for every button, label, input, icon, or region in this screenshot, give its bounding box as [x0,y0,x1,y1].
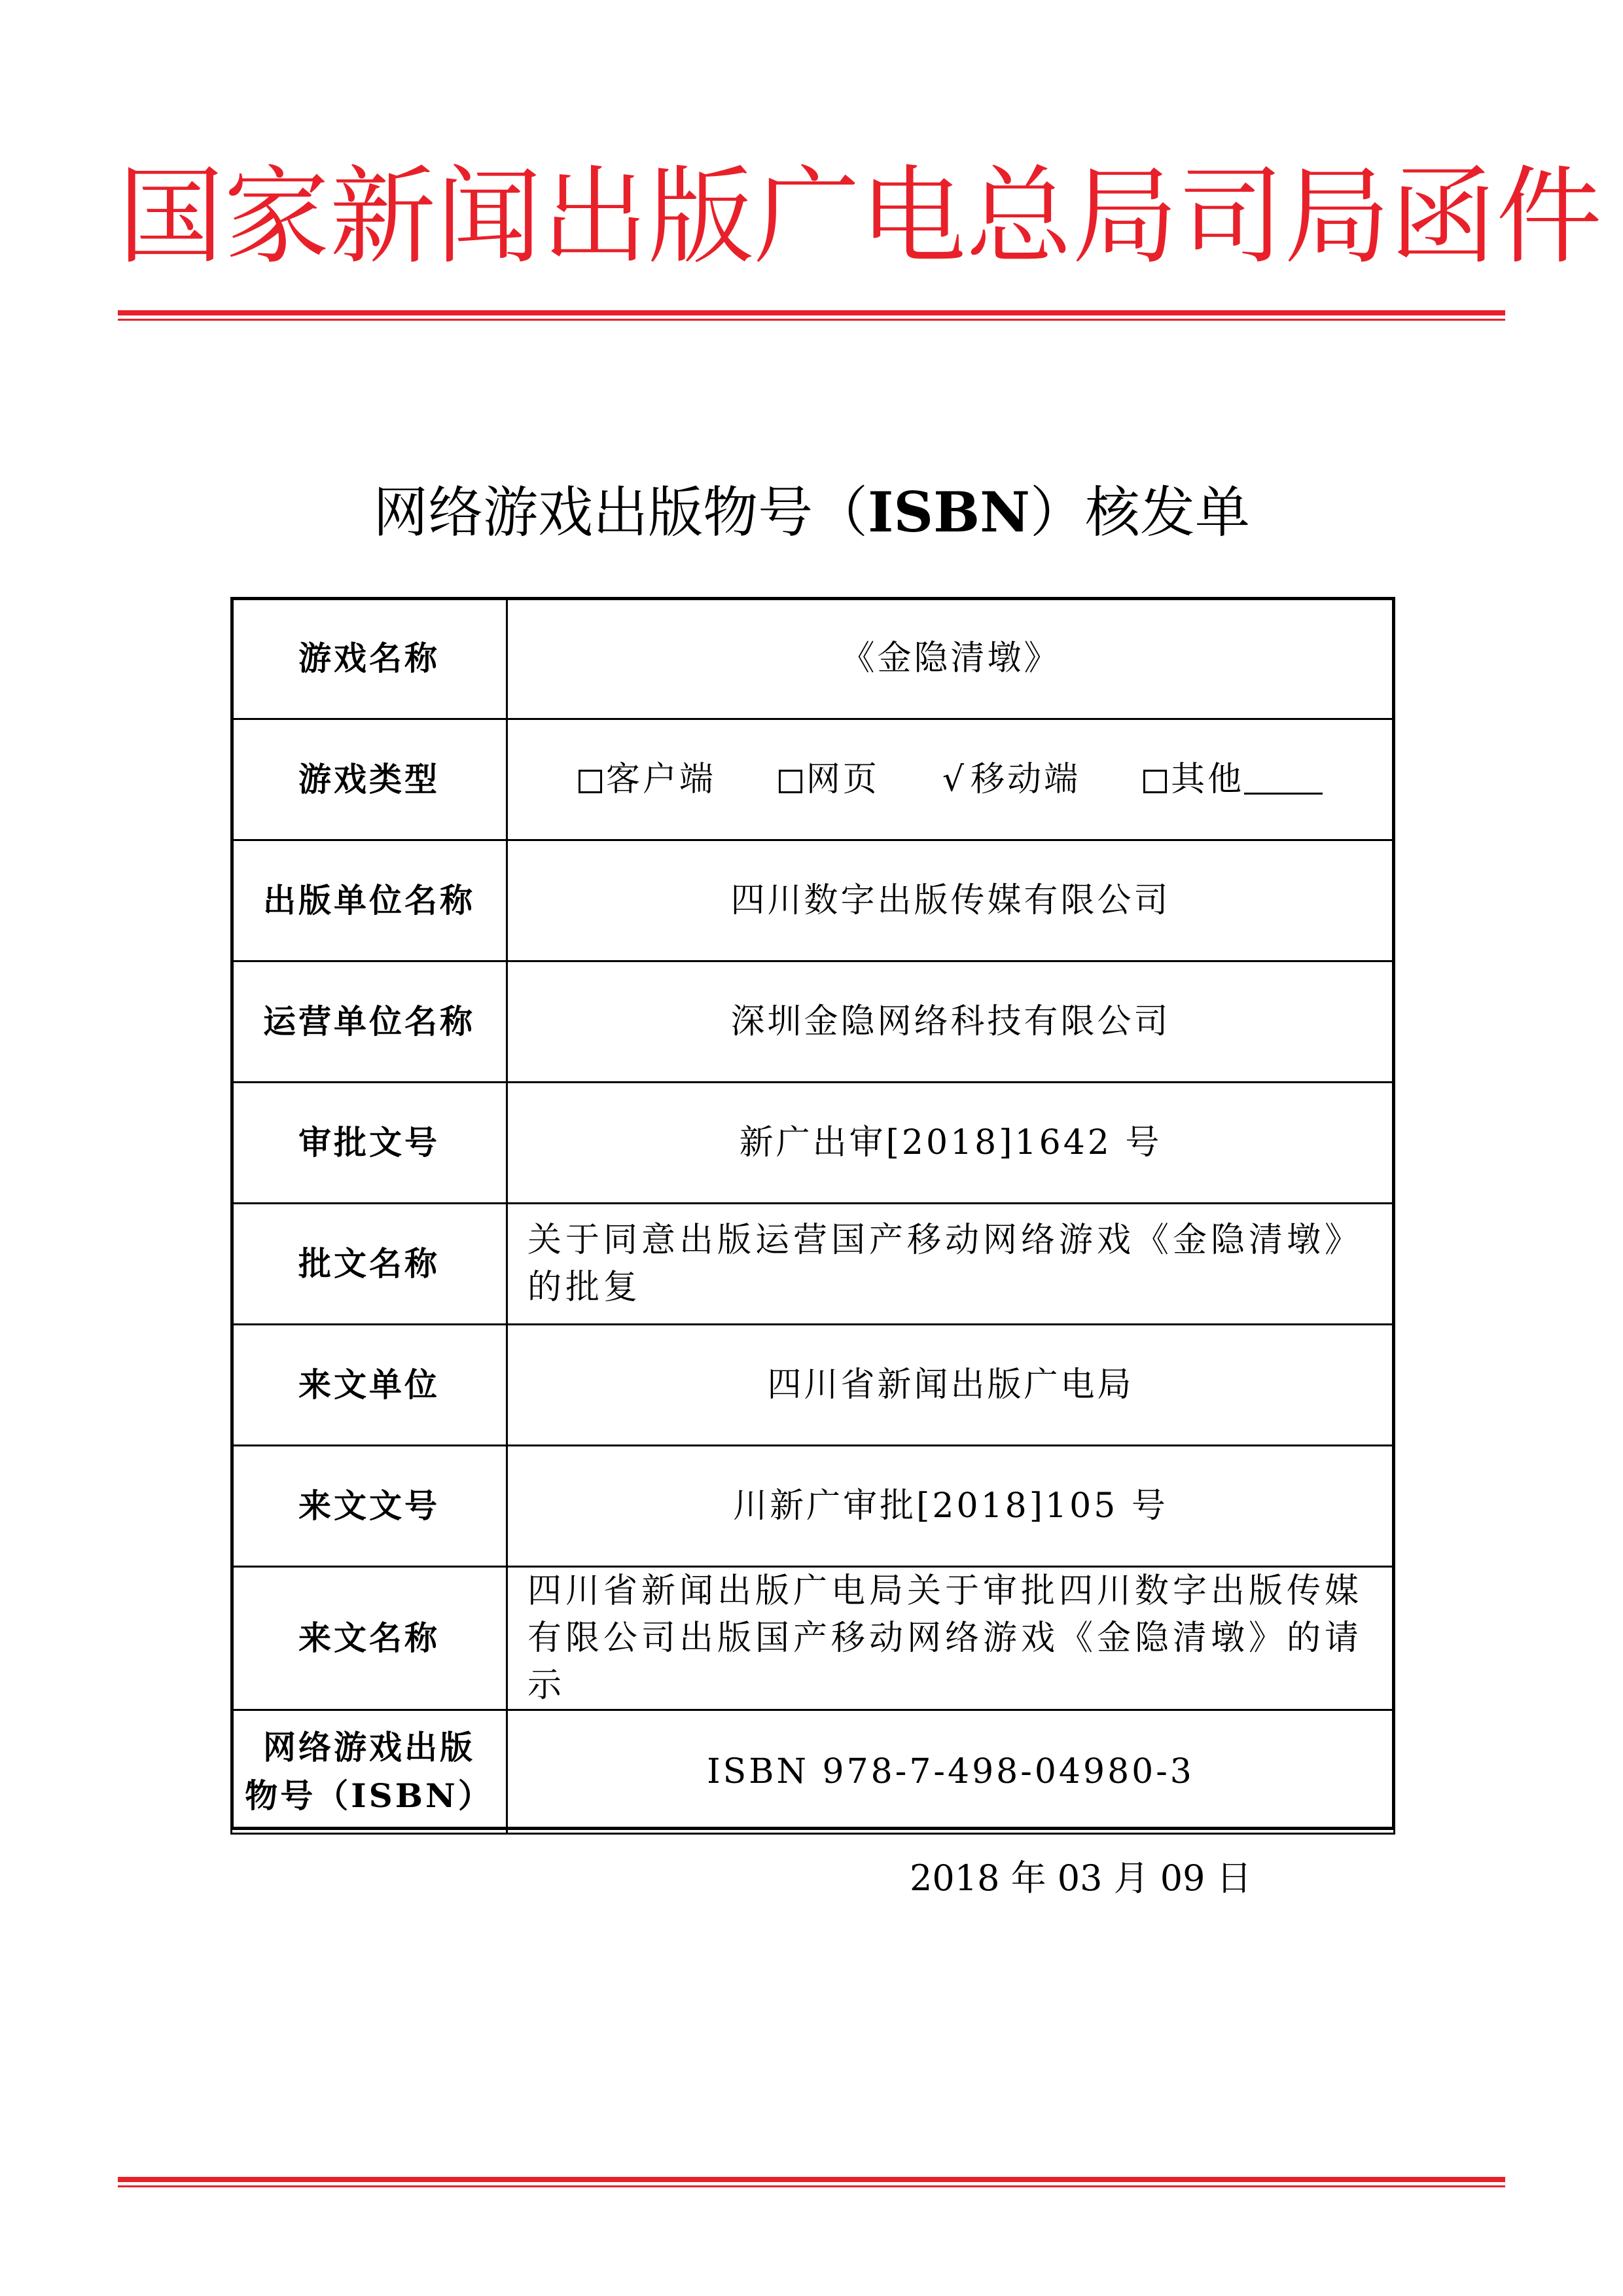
document-title-prefix: 网络游戏出版物号（ [373,480,868,545]
document-title-suffix: ）核发单 [1029,480,1250,545]
game-type-label: 游戏类型 [232,719,507,840]
table-row [232,961,1395,1083]
table-row [232,1204,1395,1325]
checkmark-icon: √ [942,760,967,799]
approval-title-value: 关于同意出版运营国产移动网络游戏《金隐清墩》的批复 [507,1204,1395,1325]
sender-value: 四川省新闻出版广电局 [507,1325,1395,1446]
table-row [232,1567,1395,1710]
sender-title-label: 来文名称 [232,1567,507,1710]
game-type-options [507,719,1395,840]
option-mobile-label: 移动端 [971,760,1081,799]
sender-number-value: 川新广审批[2018]105 号 [507,1446,1395,1567]
table-row [232,1325,1395,1446]
letterhead-title: 国家新闻出版广电总局司局函件 [118,156,1602,279]
approval-number-label: 审批文号 [232,1083,507,1204]
bottom-red-rule [118,2177,1505,2187]
table-row [232,719,1395,840]
publisher-value: 四川数字出版传媒有限公司 [507,840,1395,961]
option-other-label: 其他 [1171,760,1245,799]
game-name-value: 《金隐清墩》 [507,598,1395,719]
option-client [579,756,716,803]
isbn-label-line1: 网络游戏出版 [263,1728,475,1767]
top-red-rule [118,310,1505,321]
isbn-label [232,1710,507,1834]
other-blank-line [1244,760,1323,795]
checkbox-empty-icon [579,770,602,793]
option-web-label: 网页 [806,760,880,799]
game-name-label: 游戏名称 [232,598,507,719]
table-row [232,1083,1395,1204]
sender-number-label: 来文文号 [232,1446,507,1567]
isbn-issuance-table [230,597,1395,1835]
issue-date: 2018 年 03 月 09 日 [910,1857,1252,1899]
sender-label: 来文单位 [232,1325,507,1446]
table-row [232,840,1395,961]
approval-number-value: 新广出审[2018]1642 号 [507,1083,1395,1204]
document-title [196,470,1427,555]
isbn-value: ISBN 978-7-498-04980-3 [507,1710,1395,1834]
checkbox-empty-icon [779,770,802,793]
operator-value: 深圳金隐网络科技有限公司 [507,961,1395,1083]
document-title-isbn: ISBN [868,480,1030,545]
sender-title-value: 四川省新闻出版广电局关于审批四川数字出版传媒有限公司出版国产移动网络游戏《金隐清墩》的请示 [507,1567,1395,1710]
approval-title-label: 批文名称 [232,1204,507,1325]
table-row [232,1446,1395,1567]
option-mobile [942,756,1080,803]
option-client-label: 客户端 [605,760,716,799]
checkbox-empty-icon [1143,770,1167,793]
isbn-label-line2: 物号（ISBN） [245,1776,493,1815]
option-web [779,756,880,803]
table-row [232,598,1395,719]
publisher-label: 出版单位名称 [232,840,507,961]
option-other [1143,756,1323,803]
operator-label: 运营单位名称 [232,961,507,1083]
table-row [232,1710,1395,1834]
